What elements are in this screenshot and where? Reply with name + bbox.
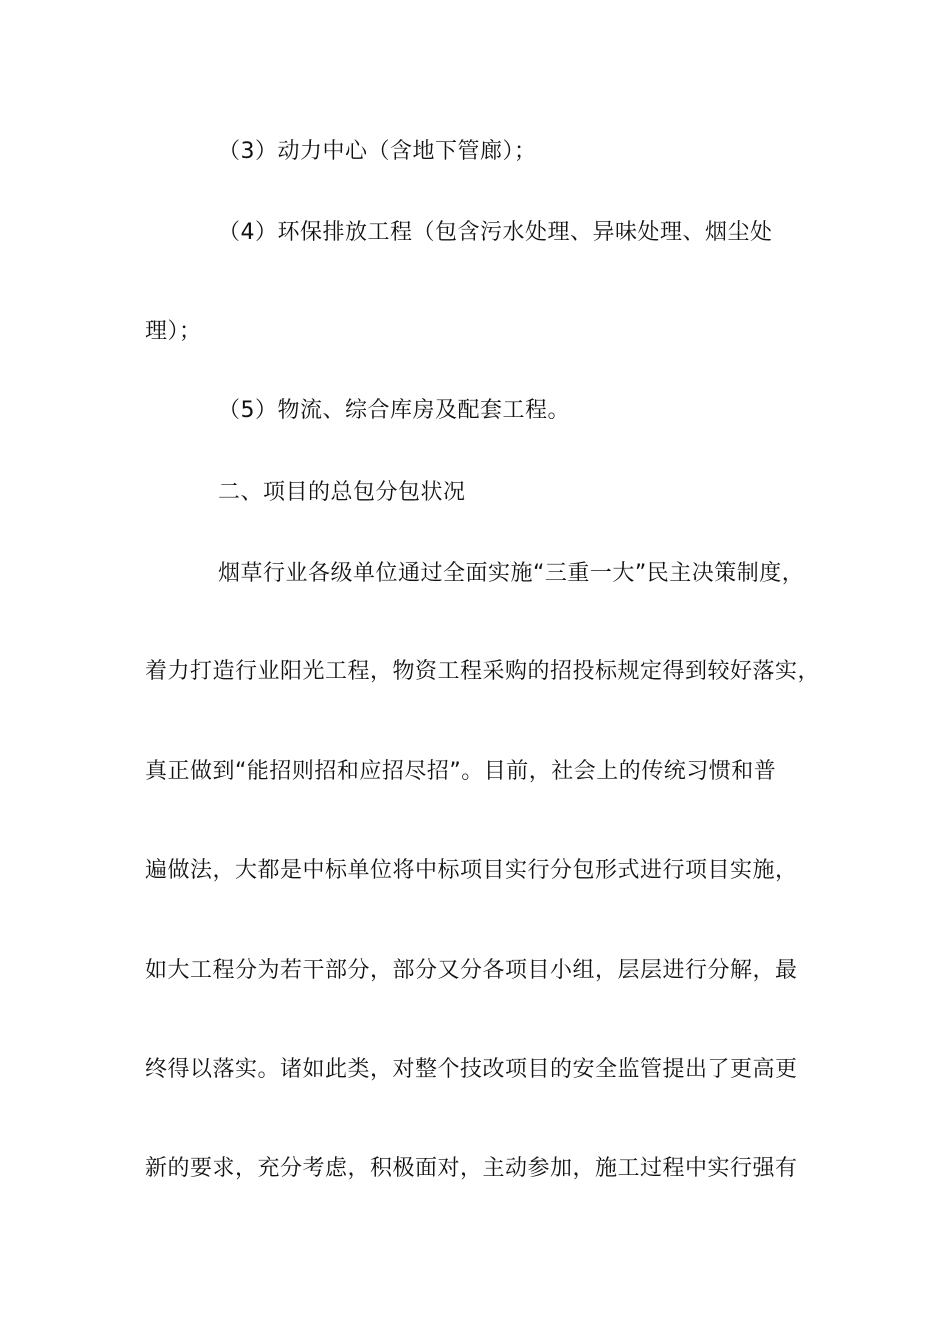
list-item-4-line-1: （4）环保排放工程（包含污水处理、异味处理、烟尘处	[218, 220, 773, 245]
paragraph-line-1: 烟草行业各级单位通过全面实施“三重一大”民主决策制度，	[218, 561, 805, 586]
paragraph-line-7: 新的要求，充分考虑，积极面对，主动参加，施工过程中实行强有	[145, 1156, 798, 1181]
paragraph-line-4: 遍做法，大都是中标单位将中标项目实行分包形式进行项目实施，	[145, 858, 798, 883]
paragraph-line-6: 终得以落实。诸如此类，对整个技改项目的安全监管提出了更高更	[145, 1057, 798, 1082]
paragraph-line-5: 如大工程分为若干部分，部分又分各项目小组，层层进行分解，最	[145, 958, 798, 983]
paragraph-line-2: 着力打造行业阳光工程，物资工程采购的招投标规定得到较好落实，	[145, 659, 821, 684]
list-item-5: （5）物流、综合库房及配套工程。	[218, 398, 570, 423]
section-heading: 二、项目的总包分包状况	[218, 480, 466, 505]
list-item-3: （3）动力中心（含地下管廊）；	[218, 139, 537, 164]
list-item-4-line-2: 理）；	[145, 319, 202, 344]
paragraph-line-3: 真正做到“能招则招和应招尽招”。目前，社会上的传统习惯和普	[145, 759, 777, 784]
